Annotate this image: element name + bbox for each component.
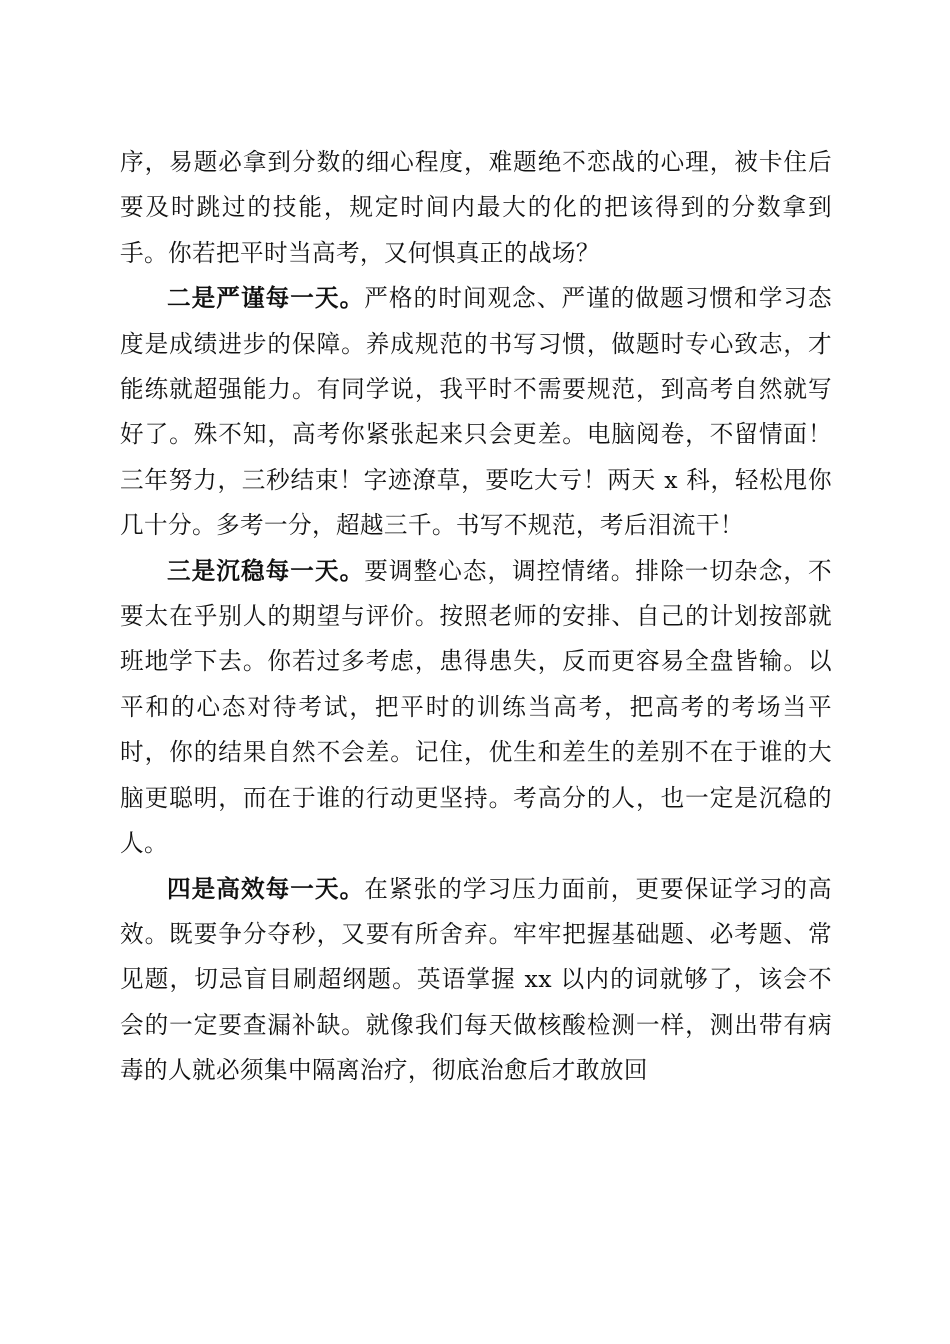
paragraph-heading: 四是高效每一天。 xyxy=(167,874,365,903)
document-body xyxy=(120,140,832,1094)
paragraph-body: 在紧张的学习压力面前，更要保证学习的高效。既要争分夺秒，又要有所舍弃。牢牢把握基础题、必考题、常见题，切忌盲目刷超纲题。英语掌握 xx 以内的词就够了，该会不会的一定要查漏补缺。就像我们每天做核酸检测一样，测出带有病毒的人就必须集中隔离治疗，彻底治愈后才敢放回 xyxy=(120,874,832,1085)
paragraph-body: 序，易题必拿到分数的细心程度，难题绝不恋战的心理，被卡住后要及时跳过的技能，规定时间内最大的化的把该得到的分数拿到手。你若把平时当高考，又何惧真正的战场？ xyxy=(120,148,832,267)
paragraph-rigor xyxy=(120,276,832,548)
paragraph-body: 要调整心态，调控情绪。排除一切杂念，不要太在乎别人的期望与评价。按照老师的安排、自己的计划按部就班地学下去。你若过多考虑，患得患失，反而更容易全盘皆输。以平和的心态对待考试，把平时的训练当高考，把高考的考场当平时，你的结果自然不会差。记住，优生和差生的差别不在于谁的大脑更聪明，而在于谁的行动更坚持。考高分的人，也一定是沉稳的人。 xyxy=(120,556,832,858)
paragraph-efficient xyxy=(120,867,832,1094)
paragraph-body: 严格的时间观念、严谨的做题习惯和学习态度是成绩进步的保障。养成规范的书写习惯，做题时专心致志，才能练就超强能力。有同学说，我平时不需要规范，到高考自然就写好了。殊不知，高考你紧张起来只会更差。电脑阅卷，不留情面！三年努力，三秒结束！字迹潦草，要吃大亏！两天 x 科，轻松甩你几十分。多考一分，超越三千。书写不规范，考后泪流干！ xyxy=(120,284,832,540)
paragraph-heading: 三是沉稳每一天。 xyxy=(167,556,365,585)
paragraph-heading: 二是严谨每一天。 xyxy=(167,284,365,313)
paragraph-continued xyxy=(120,140,832,276)
paragraph-steady xyxy=(120,549,832,867)
